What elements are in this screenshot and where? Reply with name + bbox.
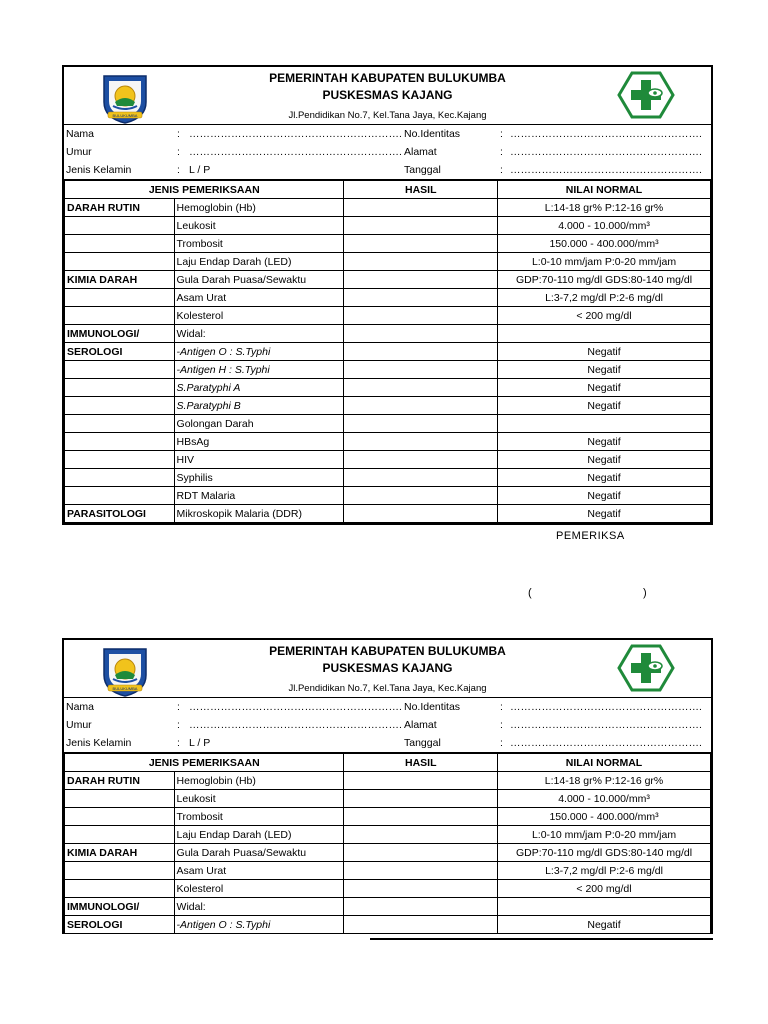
signature-open-paren: ( — [528, 587, 532, 599]
row-test-name: Hemoglobin (Hb) — [174, 772, 344, 790]
tanggal-field[interactable]: ………………………………………………. — [510, 164, 702, 176]
table-row — [65, 505, 711, 523]
row-normal-value: Negatif — [498, 397, 711, 415]
header-title-puskesmas: PUSKESMAS KAJANG — [322, 661, 453, 675]
noid-label: No.Identitas — [404, 701, 461, 713]
row-normal-value: GDP:70-110 mg/dl GDS:80-140 mg/dl — [498, 271, 711, 289]
row-test-name: Kolesterol — [174, 880, 344, 898]
row-result-cell[interactable] — [344, 826, 498, 844]
form-header — [64, 640, 711, 698]
table-row — [65, 271, 711, 289]
row-test-name: Laju Endap Darah (LED) — [174, 826, 344, 844]
umur-label: Umur — [66, 146, 92, 158]
row-category — [65, 397, 175, 415]
row-category: SEROLOGI — [65, 343, 175, 361]
umur-field[interactable]: ……………………………………………………. — [189, 719, 402, 731]
row-normal-value: Negatif — [498, 433, 711, 451]
table-row — [65, 415, 711, 433]
row-test-name: HIV — [174, 451, 344, 469]
table-row — [65, 844, 711, 862]
row-test-name: -Antigen O : S.Typhi — [174, 343, 344, 361]
header-jenis-pemeriksaan: JENIS PEMERIKSAAN — [65, 754, 344, 772]
table-row — [65, 880, 711, 898]
row-normal-value: Negatif — [498, 505, 711, 523]
row-result-cell[interactable] — [344, 397, 498, 415]
row-normal-value: Negatif — [498, 469, 711, 487]
jenis-kelamin-value[interactable]: L / P — [189, 164, 211, 176]
row-category: IMMUNOLOGI/ — [65, 898, 175, 916]
row-test-name: Widal: — [174, 325, 344, 343]
row-test-name: Widal: — [174, 898, 344, 916]
row-result-cell[interactable] — [344, 307, 498, 325]
umur-field[interactable]: ……………………………………………………. — [189, 146, 402, 158]
row-normal-value: L:14-18 gr% P:12-16 gr% — [498, 772, 711, 790]
row-result-cell[interactable] — [344, 235, 498, 253]
row-category — [65, 433, 175, 451]
row-test-name: Asam Urat — [174, 862, 344, 880]
lab-results-table — [64, 180, 711, 523]
row-result-cell[interactable] — [344, 343, 498, 361]
row-result-cell[interactable] — [344, 415, 498, 433]
table-row — [65, 898, 711, 916]
row-result-cell[interactable] — [344, 217, 498, 235]
row-result-cell[interactable] — [344, 199, 498, 217]
row-result-cell[interactable] — [344, 433, 498, 451]
table-row — [65, 379, 711, 397]
noid-label: No.Identitas — [404, 128, 461, 140]
nama-field[interactable]: ……………………………………………………. — [189, 701, 402, 713]
row-normal-value: Negatif — [498, 379, 711, 397]
row-category — [65, 808, 175, 826]
lab-results-table — [64, 753, 711, 934]
row-normal-value: L:3-7,2 mg/dl P:2-6 mg/dl — [498, 862, 711, 880]
row-test-name: Trombosit — [174, 235, 344, 253]
header-address: Jl.Pendidikan No.7, Kel.Tana Jaya, Kec.Kajang — [288, 683, 487, 694]
row-normal-value — [498, 325, 711, 343]
tanggal-label: Tanggal — [404, 737, 441, 749]
header-title-government: PEMERINTAH KABUPATEN BULUKUMBA — [269, 71, 506, 85]
row-test-name: Hemoglobin (Hb) — [174, 199, 344, 217]
noid-field[interactable]: ………………………………………………. — [510, 701, 702, 713]
table-row — [65, 433, 711, 451]
row-test-name: Mikroskopik Malaria (DDR) — [174, 505, 344, 523]
row-result-cell[interactable] — [344, 289, 498, 307]
row-test-name: Laju Endap Darah (LED) — [174, 253, 344, 271]
row-category — [65, 862, 175, 880]
row-category: KIMIA DARAH — [65, 844, 175, 862]
header-jenis-pemeriksaan: JENIS PEMERIKSAAN — [65, 181, 344, 199]
row-test-name: Kolesterol — [174, 307, 344, 325]
row-test-name: Golongan Darah — [174, 415, 344, 433]
row-result-cell[interactable] — [344, 451, 498, 469]
tanggal-label: Tanggal — [404, 164, 441, 176]
row-normal-value: L:3-7,2 mg/dl P:2-6 mg/dl — [498, 289, 711, 307]
table-row — [65, 469, 711, 487]
table-row — [65, 916, 711, 934]
row-test-name: Asam Urat — [174, 289, 344, 307]
row-test-name: Gula Darah Puasa/Sewaktu — [174, 271, 344, 289]
row-result-cell[interactable] — [344, 379, 498, 397]
jenis-kelamin-value[interactable]: L / P — [189, 737, 211, 749]
header-nilai-normal: NILAI NORMAL — [498, 754, 711, 772]
umur-label: Umur — [66, 719, 92, 731]
nama-label: Nama — [66, 701, 95, 713]
noid-field[interactable]: ………………………………………………. — [510, 128, 702, 140]
row-category — [65, 307, 175, 325]
row-normal-value: Negatif — [498, 451, 711, 469]
form-frame — [62, 65, 713, 525]
table-row — [65, 826, 711, 844]
row-category — [65, 487, 175, 505]
row-category — [65, 790, 175, 808]
signature-close-paren: ) — [643, 587, 647, 599]
row-test-name: -Antigen O : S.Typhi — [174, 916, 344, 934]
table-row — [65, 397, 711, 415]
row-test-name: Leukosit — [174, 790, 344, 808]
nama-field[interactable]: ……………………………………………………. — [189, 128, 402, 140]
jenis-kelamin-label: Jenis Kelamin — [66, 164, 132, 176]
header-title-government: PEMERINTAH KABUPATEN BULUKUMBA — [269, 644, 506, 658]
row-test-name: Syphilis — [174, 469, 344, 487]
row-normal-value: 150.000 - 400.000/mm³ — [498, 235, 711, 253]
row-test-name: Trombosit — [174, 808, 344, 826]
row-category — [65, 217, 175, 235]
row-test-name: RDT Malaria — [174, 487, 344, 505]
row-category — [65, 880, 175, 898]
row-category — [65, 469, 175, 487]
row-test-name: Leukosit — [174, 217, 344, 235]
row-normal-value — [498, 415, 711, 433]
table-row — [65, 325, 711, 343]
table-row — [65, 253, 711, 271]
row-category — [65, 361, 175, 379]
alamat-field[interactable]: ………………………………………………. — [510, 146, 702, 158]
table-row — [65, 790, 711, 808]
jenis-kelamin-label: Jenis Kelamin — [66, 737, 132, 749]
patient-identity: Nama : ……………………………………………………. No.Identitas : ………………………………………………. Umur : ……………………………………………………. Alamat : ………………………………………………. Jenis Kelamin : L / P Tanggal : ………………………………………………. — [64, 698, 711, 753]
pemeriksa-label: PEMERIKSA — [556, 530, 625, 542]
row-category — [65, 451, 175, 469]
row-test-name: Gula Darah Puasa/Sewaktu — [174, 844, 344, 862]
row-test-name: -Antigen H : S.Typhi — [174, 361, 344, 379]
row-category: PARASITOLOGI — [65, 505, 175, 523]
puskesmas-cross-icon — [617, 71, 675, 119]
table-row — [65, 343, 711, 361]
row-category: SEROLOGI — [65, 916, 175, 934]
header-hasil: HASIL — [344, 754, 498, 772]
row-normal-value: L:0-10 mm/jam P:0-20 mm/jam — [498, 253, 711, 271]
row-result-cell[interactable] — [344, 505, 498, 523]
row-result-cell[interactable] — [344, 487, 498, 505]
row-result-cell[interactable] — [344, 253, 498, 271]
table-row — [65, 451, 711, 469]
page-cut-line — [370, 938, 713, 940]
row-category — [65, 826, 175, 844]
row-result-cell[interactable] — [344, 325, 498, 343]
crest-text: BULUKUMBA — [112, 686, 138, 691]
form-frame — [62, 638, 713, 934]
row-normal-value: < 200 mg/dl — [498, 880, 711, 898]
row-result-cell[interactable] — [344, 898, 498, 916]
patient-identity: Nama : ……………………………………………………. No.Identitas : ………………………………………………. Umur : ……………………………………………………. Alamat : ………………………………………………. Jenis Kelamin : L / P Tanggal : ………………………………………………. — [64, 125, 711, 180]
row-normal-value: Negatif — [498, 487, 711, 505]
puskesmas-cross-icon — [617, 644, 675, 692]
alamat-field[interactable]: ………………………………………………. — [510, 719, 702, 731]
row-category: DARAH RUTIN — [65, 199, 175, 217]
row-category — [65, 415, 175, 433]
row-result-cell[interactable] — [344, 862, 498, 880]
alamat-label: Alamat — [404, 146, 437, 158]
table-row — [65, 361, 711, 379]
row-result-cell[interactable] — [344, 916, 498, 934]
row-category: DARAH RUTIN — [65, 772, 175, 790]
row-normal-value: 150.000 - 400.000/mm³ — [498, 808, 711, 826]
row-result-cell[interactable] — [344, 361, 498, 379]
row-category — [65, 253, 175, 271]
table-row — [65, 487, 711, 505]
row-category — [65, 289, 175, 307]
row-normal-value: 4.000 - 10.000/mm³ — [498, 790, 711, 808]
nama-label: Nama — [66, 128, 95, 140]
crest-text: BULUKUMBA — [112, 113, 138, 118]
header-nilai-normal: NILAI NORMAL — [498, 181, 711, 199]
row-normal-value: L:0-10 mm/jam P:0-20 mm/jam — [498, 826, 711, 844]
lab-form-2 — [62, 638, 713, 940]
alamat-label: Alamat — [404, 719, 437, 731]
table-row — [65, 235, 711, 253]
table-row — [65, 772, 711, 790]
table-row — [65, 289, 711, 307]
tanggal-field[interactable]: ………………………………………………. — [510, 737, 702, 749]
row-normal-value: GDP:70-110 mg/dl GDS:80-140 mg/dl — [498, 844, 711, 862]
row-result-cell[interactable] — [344, 808, 498, 826]
row-normal-value: Negatif — [498, 916, 711, 934]
header-address: Jl.Pendidikan No.7, Kel.Tana Jaya, Kec.Kajang — [288, 110, 487, 121]
row-result-cell[interactable] — [344, 844, 498, 862]
header-title-puskesmas: PUSKESMAS KAJANG — [322, 88, 453, 102]
table-row — [65, 862, 711, 880]
row-normal-value: 4.000 - 10.000/mm³ — [498, 217, 711, 235]
table-row — [65, 808, 711, 826]
row-result-cell[interactable] — [344, 772, 498, 790]
header-hasil: HASIL — [344, 181, 498, 199]
row-test-name: S.Paratyphi A — [174, 379, 344, 397]
form-header — [64, 67, 711, 125]
table-row — [65, 199, 711, 217]
table-row — [65, 217, 711, 235]
row-result-cell[interactable] — [344, 790, 498, 808]
row-result-cell[interactable] — [344, 880, 498, 898]
row-result-cell[interactable] — [344, 271, 498, 289]
row-category — [65, 235, 175, 253]
row-category: KIMIA DARAH — [65, 271, 175, 289]
row-normal-value: L:14-18 gr% P:12-16 gr% — [498, 199, 711, 217]
row-normal-value — [498, 898, 711, 916]
row-category — [65, 379, 175, 397]
row-normal-value: Negatif — [498, 343, 711, 361]
row-normal-value: < 200 mg/dl — [498, 307, 711, 325]
row-result-cell[interactable] — [344, 469, 498, 487]
table-row — [65, 307, 711, 325]
row-category: IMMUNOLOGI/ — [65, 325, 175, 343]
lab-form-1 — [62, 65, 713, 525]
row-test-name: S.Paratyphi B — [174, 397, 344, 415]
row-test-name: HBsAg — [174, 433, 344, 451]
row-normal-value: Negatif — [498, 361, 711, 379]
